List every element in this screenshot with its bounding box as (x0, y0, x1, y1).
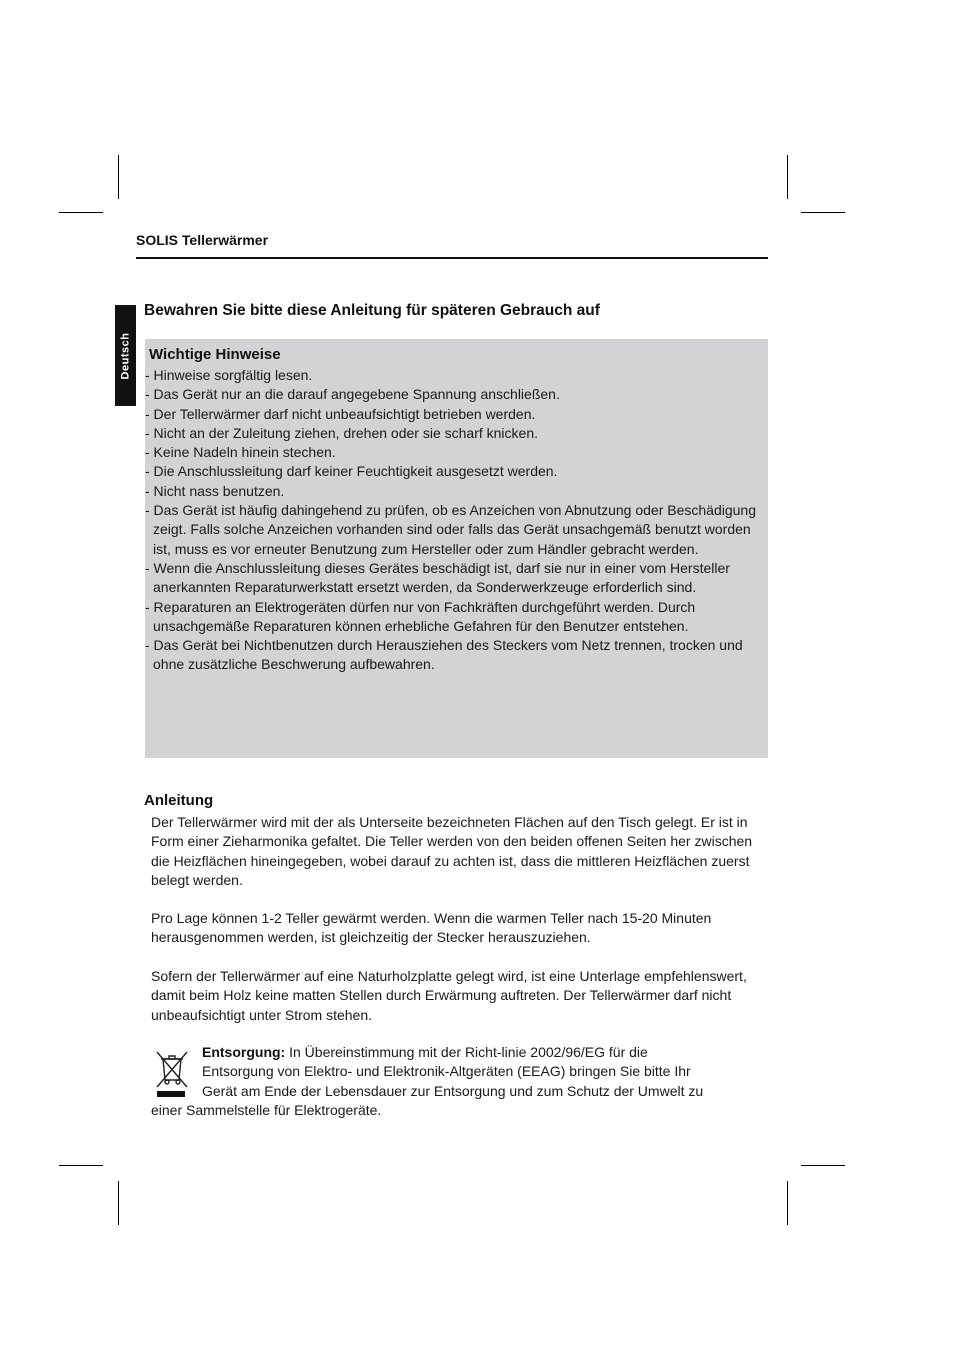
crop-mark (787, 1181, 788, 1225)
list-item: - Das Gerät ist häufig dahingehend zu prüfen, ob es Anzeichen von Abnutzung oder Beschädigung zeigt. Falls solche Anzeichen vorhanden sind oder falls das Gerät unsachgemäß benutzt worden ist, muss es vor erneuter Benutzung zum Hersteller oder zum Händler gebracht werden. (145, 502, 756, 557)
crop-mark (118, 1181, 119, 1225)
crop-mark (118, 155, 119, 199)
list-item: - Das Gerät bei Nichtbenutzen durch Herausziehen des Steckers vom Netz trennen, trocken und ohne zusätzliche Beschwerung aufbewahren. (145, 637, 743, 673)
disposal-text: einer Sammelstelle für Elektrogeräte. (151, 1101, 382, 1118)
list-item: - Die Anschlussleitung darf keiner Feuchtigkeit ausgesetzt werden. (145, 463, 558, 480)
instructions-paragraph: Pro Lage können 1-2 Teller gewärmt werden. Wenn die warmen Teller nach 15-20 Minuten herausgenommen werden, ist gleichzeitig der Stecker herauszuziehen. (151, 910, 712, 946)
language-tab (115, 305, 136, 406)
list-item: - Das Gerät nur an die darauf angegebene Spannung anschließen. (145, 386, 560, 403)
intro-heading: Bewahren Sie bitte diese Anleitung für späteren Gebrauch auf (144, 302, 600, 319)
crop-mark (59, 212, 103, 213)
list-item: - Reparaturen an Elektrogeräten dürfen nur von Fachkräften durchgeführt werden. Durch unsachgemäße Reparaturen können erhebliche Gefahren für den Benutzer entstehen. (145, 598, 696, 634)
list-item: - Der Tellerwärmer darf nicht unbeaufsichtigt betrieben werden. (145, 405, 536, 422)
important-notice-box (145, 339, 768, 758)
instructions-paragraph: Sofern der Tellerwärmer auf eine Naturholzplatte gelegt wird, ist eine Unterlage empfehlenswert, damit beim Holz keine matten Stellen durch Erwärmung auftreten. Der Tellerwärmer darf nicht unbeaufsichtigt unter Strom stehen. (151, 968, 747, 1023)
language-tab-label: Deutsch (119, 332, 132, 379)
header-divider (136, 257, 768, 259)
instructions-paragraph: Der Tellerwärmer wird mit der als Unterseite bezeichneten Flächen auf den Tisch gelegt. Er ist in Form einer Zieharmonika gefaltet. Die Teller werden von den beiden offenen Seiten her zwischen die Heizflächen hineingegeben, wobei darauf zu achten ist, dass die mittleren Heizflächen zuerst belegt werden. (151, 814, 753, 888)
crop-mark (801, 212, 845, 213)
list-item: - Wenn die Anschlussleitung dieses Gerätes beschädigt ist, darf sie nur in einer vom Hersteller anerkannten Reparaturwerkstatt ersetzt werden, da Sonderwerkzeuge erforderlich sind. (145, 559, 730, 596)
crop-mark (787, 155, 788, 199)
crop-mark (801, 1165, 845, 1166)
crop-mark (59, 1165, 103, 1166)
list-item: - Nicht nass benutzen. (145, 482, 285, 499)
notice-list (145, 366, 760, 675)
disposal-notice (151, 1043, 751, 1120)
disposal-label: Entsorgung: (202, 1044, 286, 1060)
page-header-title: SOLIS Tellerwärmer (136, 232, 269, 248)
list-item: - Nicht an der Zuleitung ziehen, drehen oder sie scharf knicken. (145, 424, 538, 441)
list-item: - Hinweise sorgfältig lesen. (145, 367, 313, 383)
disposal-text: In Übereinstimmung mit der Richt-linie 2002/96/EG für die (285, 1044, 648, 1060)
list-item: - Keine Nadeln hinein stechen. (145, 444, 336, 461)
notice-title: Wichtige Hinweise (149, 346, 281, 363)
disposal-text: Gerät am Ende der Lebensdauer zur Entsorgung und zum Schutz der Umwelt zu (202, 1082, 704, 1099)
disposal-text: Entsorgung von Elektro- und Elektronik-Altgeräten (EEAG) bringen Sie bitte Ihr (202, 1063, 691, 1080)
instructions-heading: Anleitung (144, 792, 214, 809)
